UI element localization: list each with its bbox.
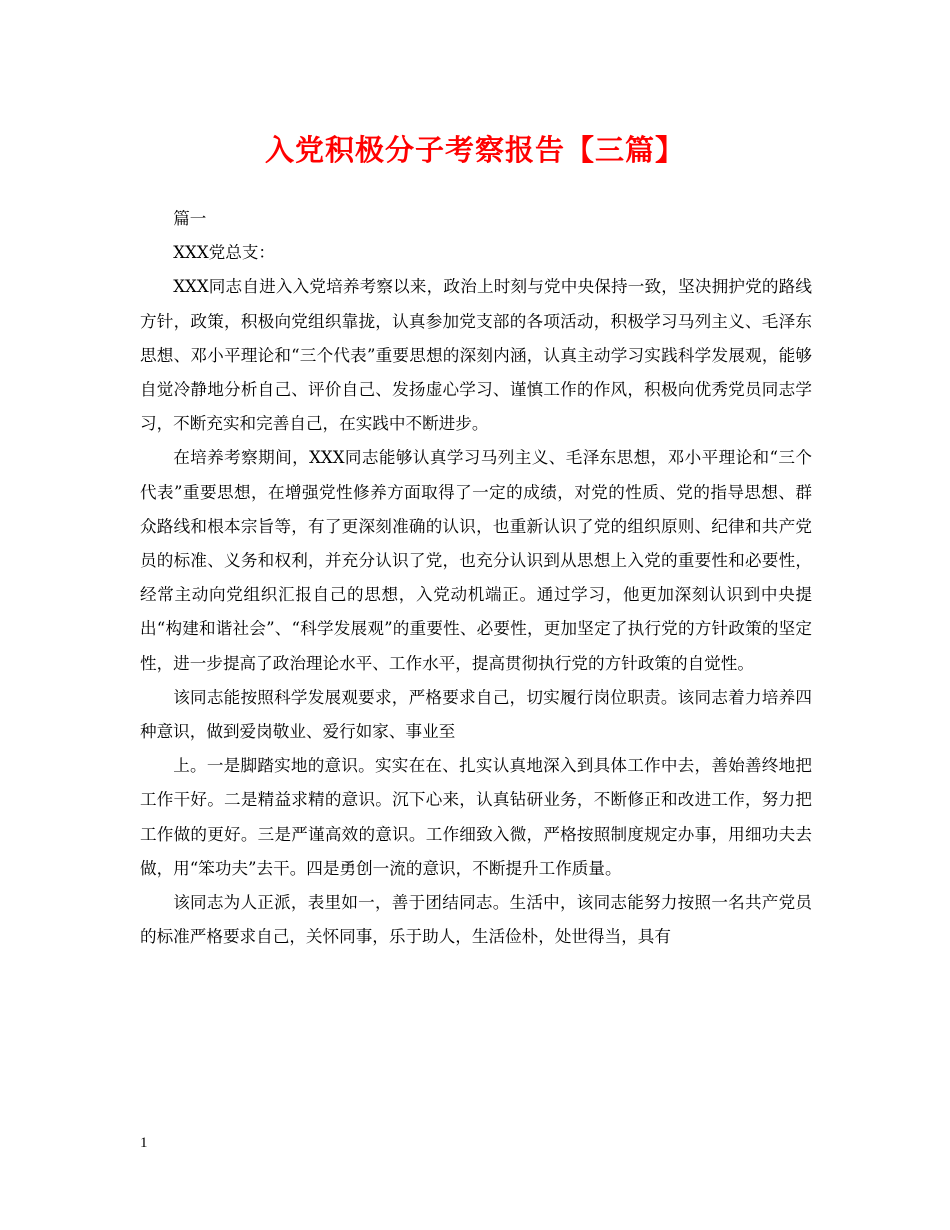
section-heading: 篇一: [173, 209, 207, 228]
paragraph: XXX同志自进入入党培养考察以来，政治上时刻与党中央保持一致，坚决拥护党的路线方针，政策，积极向党组织靠拢，认真参加党支部的各项活动，积极学习马列主义、毛泽东思想、邓小平理论和“三个代表”重要思想的深刻内涵，认真主动学习实践科学发展观，能够自觉冷静地分析自己、评价自己、发扬虚心学习、谨慎工作的作风，积极向优秀党员同志学习，不断充实和完善自己，在实践中不断进步。: [140, 277, 812, 434]
page-number: 1: [140, 1135, 148, 1151]
document-title: 入党积极分子考察报告【三篇】: [264, 133, 685, 167]
paragraph: 该同志能按照科学发展观要求，严格要求自己，切实履行岗位职责。该同志着力培养四种意识，做到爱岗敬业、爱行如家、事业至: [140, 687, 812, 742]
document-body: [140, 202, 812, 954]
paragraph: 在培养考察期间，XXX同志能够认真学习马列主义、毛泽东思想，邓小平理论和“三个代表”重要思想，在增强党性修养方面取得了一定的成绩，对党的性质、党的指导思想、群众路线和根本宗旨等，有了更深刻准确的认识，也重新认识了党的组织原则、纪律和共产党员的标准、义务和权利，并充分认识了党，也充分认识到从思想上入党的重要性和必要性，经常主动向党组织汇报自己的思想，入党动机端正。通过学习，他更加深刻认识到中央提出“构建和谐社会”、“科学发展观”的重要性、必要性，更加坚定了执行党的方针政策的坚定性，进一步提高了政治理论水平、工作水平，提高贯彻执行党的方针政策的自觉性。: [140, 448, 812, 673]
paragraph: 上。一是脚踏实地的意识。实实在在、扎实认真地深入到具体工作中去，善始善终地把工作干好。二是精益求精的意识。沉下心来，认真钻研业务，不断修正和改进工作，努力把工作做的更好。三是严谨高效的意识。工作细致入微，严格按照制度规定办事，用细功夫去做，用“笨功夫”去干。四是勇创一流的意识，不断提升工作质量。: [140, 756, 812, 878]
salutation: XXX党总支：: [173, 243, 276, 263]
paragraph: 该同志为人正派，表里如一，善于团结同志。生活中，该同志能努力按照一名共产党员的标准严格要求自己，关怀同事，乐于助人，生活俭朴，处世得当，具有: [140, 893, 812, 947]
